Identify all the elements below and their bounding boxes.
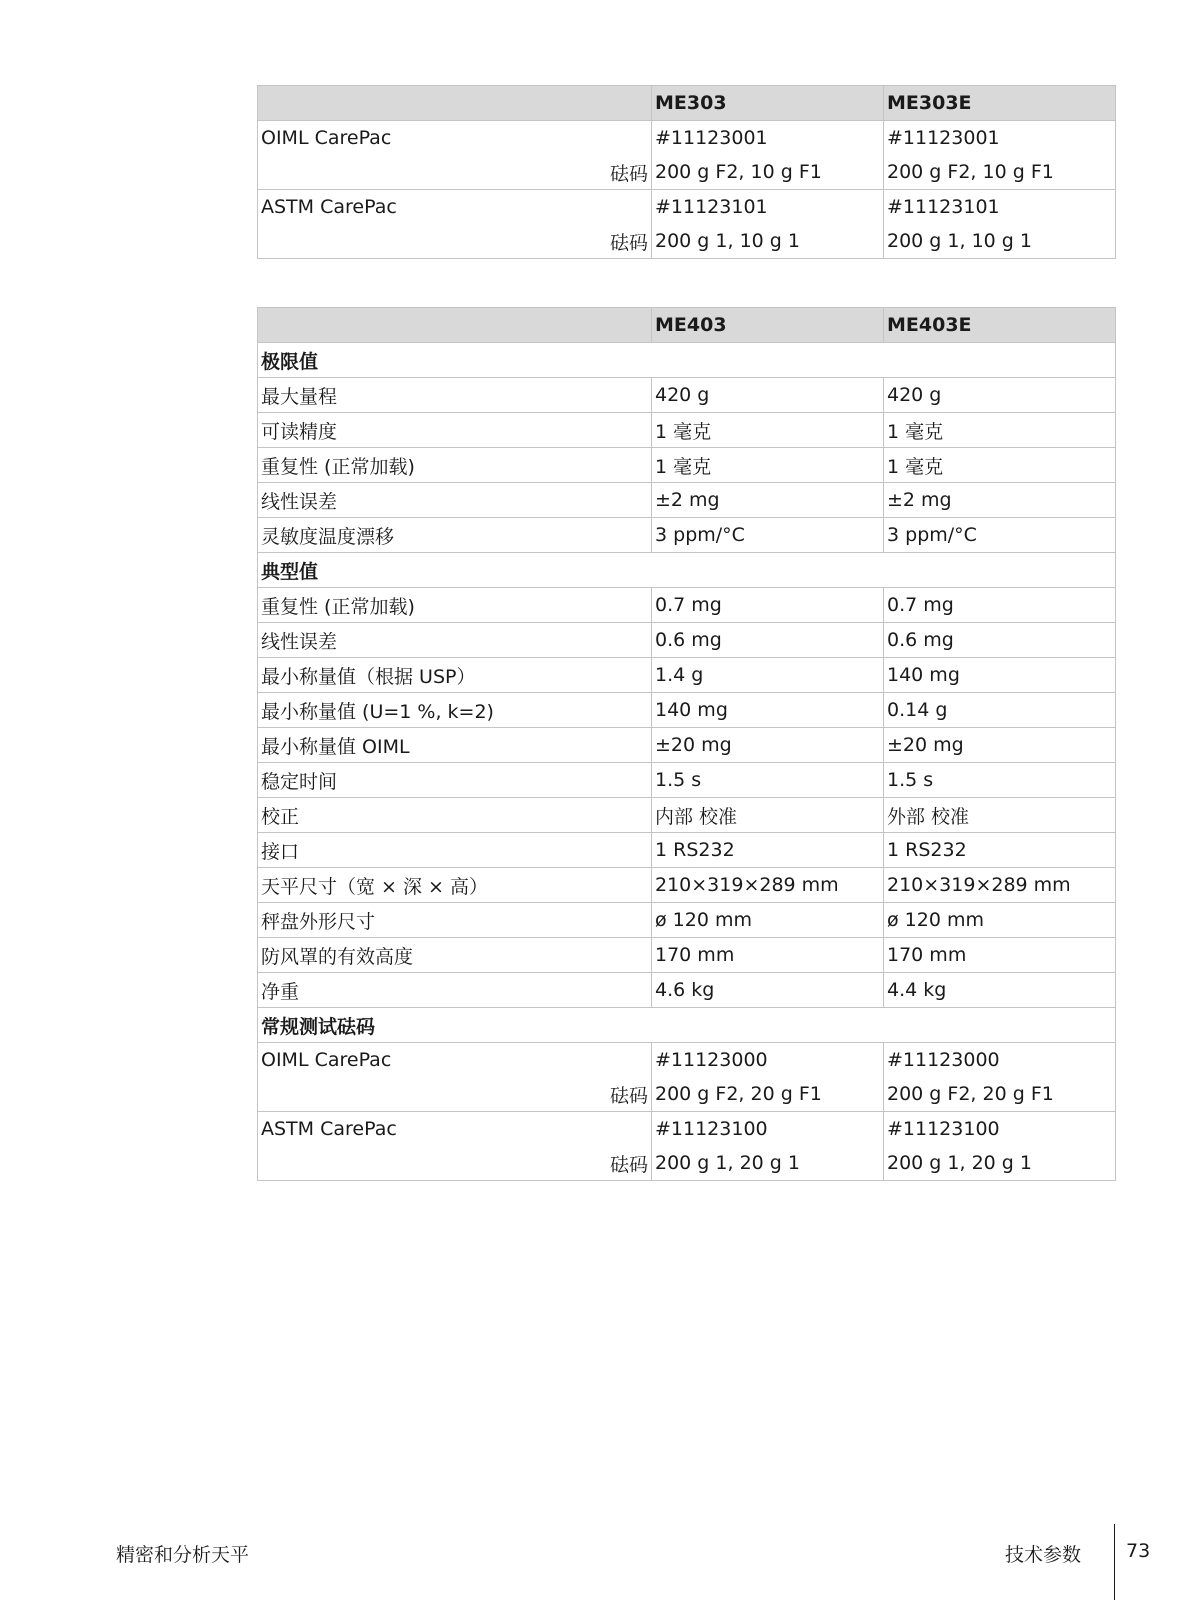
- spec-value-model-1: 210×319×289 mm: [652, 868, 884, 903]
- table-row: [258, 1043, 1116, 1078]
- table-row: [258, 693, 1116, 728]
- spec-value-model-2: 1 毫克: [884, 448, 1116, 483]
- spec-value-model-2: ø 120 mm: [884, 903, 1116, 938]
- spec-value-model-2: 0.7 mg: [884, 588, 1116, 623]
- spec-table-me403: [257, 307, 1116, 1181]
- carepac-number: #11123101: [884, 190, 1116, 225]
- spec-label: 重复性 (正常加载): [258, 448, 652, 483]
- table-row: [258, 973, 1116, 1008]
- spec-label: 最大量程: [258, 378, 652, 413]
- footer-section-title: 技术参数: [1004, 1544, 1081, 1566]
- spec-label: 灵敏度温度漂移: [258, 518, 652, 553]
- spec-value-model-2: 外部 校准: [884, 798, 1116, 833]
- spec-value-model-2: 0.6 mg: [884, 623, 1116, 658]
- table-row: [258, 448, 1116, 483]
- spec-value-model-2: 1 RS232: [884, 833, 1116, 868]
- table-row: [258, 658, 1116, 693]
- table-row: [258, 155, 1116, 190]
- section-row-typical: [258, 553, 1116, 588]
- carepac-number: #11123100: [884, 1112, 1116, 1147]
- spec-label: 净重: [258, 973, 652, 1008]
- weight-label: 砝码: [258, 1077, 652, 1112]
- spec-label: 秤盘外形尺寸: [258, 903, 652, 938]
- table-row: [258, 224, 1116, 259]
- section-heading: 典型值: [258, 553, 1116, 588]
- carepac-name: ASTM CarePac: [258, 190, 652, 225]
- spec-table-me303: [257, 85, 1116, 259]
- table-header-row: [258, 86, 1116, 121]
- section-row-limits: [258, 343, 1116, 378]
- spec-value-model-2: 0.14 g: [884, 693, 1116, 728]
- weight-value: 200 g 1, 20 g 1: [884, 1146, 1116, 1181]
- spec-value-model-1: ø 120 mm: [652, 903, 884, 938]
- header-cell-empty: [258, 86, 652, 121]
- carepac-number: #11123001: [884, 121, 1116, 156]
- spec-value-model-1: 1 毫克: [652, 448, 884, 483]
- spec-value-model-2: 170 mm: [884, 938, 1116, 973]
- spec-value-model-1: 1 毫克: [652, 413, 884, 448]
- carepac-number: #11123000: [652, 1043, 884, 1078]
- spec-label: 可读精度: [258, 413, 652, 448]
- spec-label: 最小称量值（根据 USP）: [258, 658, 652, 693]
- spec-value-model-2: 3 ppm/°C: [884, 518, 1116, 553]
- table-row: [258, 1146, 1116, 1181]
- header-model-me403e: ME403E: [884, 308, 1116, 343]
- table-row: [258, 588, 1116, 623]
- header-model-me303: ME303: [652, 86, 884, 121]
- carepac-name: ASTM CarePac: [258, 1112, 652, 1147]
- spec-label: 防风罩的有效高度: [258, 938, 652, 973]
- weight-value: 200 g F2, 20 g F1: [652, 1077, 884, 1112]
- carepac-number: #11123101: [652, 190, 884, 225]
- weight-value: 200 g 1, 20 g 1: [652, 1146, 884, 1181]
- weight-value: 200 g F2, 10 g F1: [652, 155, 884, 190]
- footer-document-title: 精密和分析天平: [116, 1544, 250, 1566]
- table-row: [258, 518, 1116, 553]
- spec-label: 校正: [258, 798, 652, 833]
- footer-divider: [1114, 1524, 1115, 1600]
- spec-value-model-1: 1.5 s: [652, 763, 884, 798]
- table-row: [258, 121, 1116, 156]
- spec-value-model-1: 0.7 mg: [652, 588, 884, 623]
- spec-label: 线性误差: [258, 483, 652, 518]
- carepac-name: OIML CarePac: [258, 1043, 652, 1078]
- table-row: [258, 190, 1116, 225]
- table-row: [258, 1112, 1116, 1147]
- carepac-number: #11123001: [652, 121, 884, 156]
- spec-value-model-1: 1.4 g: [652, 658, 884, 693]
- spec-value-model-2: 140 mg: [884, 658, 1116, 693]
- spec-value-model-2: 1.5 s: [884, 763, 1116, 798]
- weight-value: 200 g F2, 20 g F1: [884, 1077, 1116, 1112]
- spec-label: 最小称量值 OIML: [258, 728, 652, 763]
- spec-value-model-1: 1 RS232: [652, 833, 884, 868]
- section-heading: 常规测试砝码: [258, 1008, 1116, 1043]
- spec-label: 稳定时间: [258, 763, 652, 798]
- weight-value: 200 g 1, 10 g 1: [884, 224, 1116, 259]
- table-row: [258, 1077, 1116, 1112]
- spec-label: 天平尺寸（宽 × 深 × 高）: [258, 868, 652, 903]
- limits-rows: [258, 378, 1116, 553]
- spec-value-model-1: 140 mg: [652, 693, 884, 728]
- weight-value: 200 g 1, 10 g 1: [652, 224, 884, 259]
- table-header-row: [258, 308, 1116, 343]
- table-row: [258, 483, 1116, 518]
- table-row: [258, 378, 1116, 413]
- spec-value-model-2: 4.4 kg: [884, 973, 1116, 1008]
- spec-label: 线性误差: [258, 623, 652, 658]
- section-heading: 极限值: [258, 343, 1116, 378]
- table-row: [258, 833, 1116, 868]
- spec-value-model-2: 420 g: [884, 378, 1116, 413]
- table-row: [258, 623, 1116, 658]
- spec-value-model-1: 420 g: [652, 378, 884, 413]
- header-model-me403: ME403: [652, 308, 884, 343]
- spec-value-model-2: 1 毫克: [884, 413, 1116, 448]
- table-row: [258, 798, 1116, 833]
- table-row: [258, 868, 1116, 903]
- typical-rows: [258, 588, 1116, 1008]
- carepac-name: OIML CarePac: [258, 121, 652, 156]
- spec-value-model-2: ±20 mg: [884, 728, 1116, 763]
- table-row: [258, 413, 1116, 448]
- spec-value-model-1: 170 mm: [652, 938, 884, 973]
- table-row: [258, 763, 1116, 798]
- spec-label: 重复性 (正常加载): [258, 588, 652, 623]
- section-row-weights: [258, 1008, 1116, 1043]
- spec-value-model-1: 内部 校准: [652, 798, 884, 833]
- carepac-number: #11123000: [884, 1043, 1116, 1078]
- weight-label: 砝码: [258, 155, 652, 190]
- spec-value-model-1: ±2 mg: [652, 483, 884, 518]
- spec-value-model-1: 0.6 mg: [652, 623, 884, 658]
- spec-value-model-1: 3 ppm/°C: [652, 518, 884, 553]
- spec-value-model-1: 4.6 kg: [652, 973, 884, 1008]
- table-row: [258, 903, 1116, 938]
- table-row: [258, 728, 1116, 763]
- weight-label: 砝码: [258, 1146, 652, 1181]
- weight-value: 200 g F2, 10 g F1: [884, 155, 1116, 190]
- weight-label: 砝码: [258, 224, 652, 259]
- carepac-number: #11123100: [652, 1112, 884, 1147]
- spec-value-model-2: 210×319×289 mm: [884, 868, 1116, 903]
- spec-value-model-2: ±2 mg: [884, 483, 1116, 518]
- header-model-me303e: ME303E: [884, 86, 1116, 121]
- header-cell-empty: [258, 308, 652, 343]
- spec-label: 最小称量值 (U=1 %, k=2): [258, 693, 652, 728]
- spec-value-model-1: ±20 mg: [652, 728, 884, 763]
- spec-label: 接口: [258, 833, 652, 868]
- table-row: [258, 938, 1116, 973]
- page-number: 73: [1126, 1540, 1151, 1562]
